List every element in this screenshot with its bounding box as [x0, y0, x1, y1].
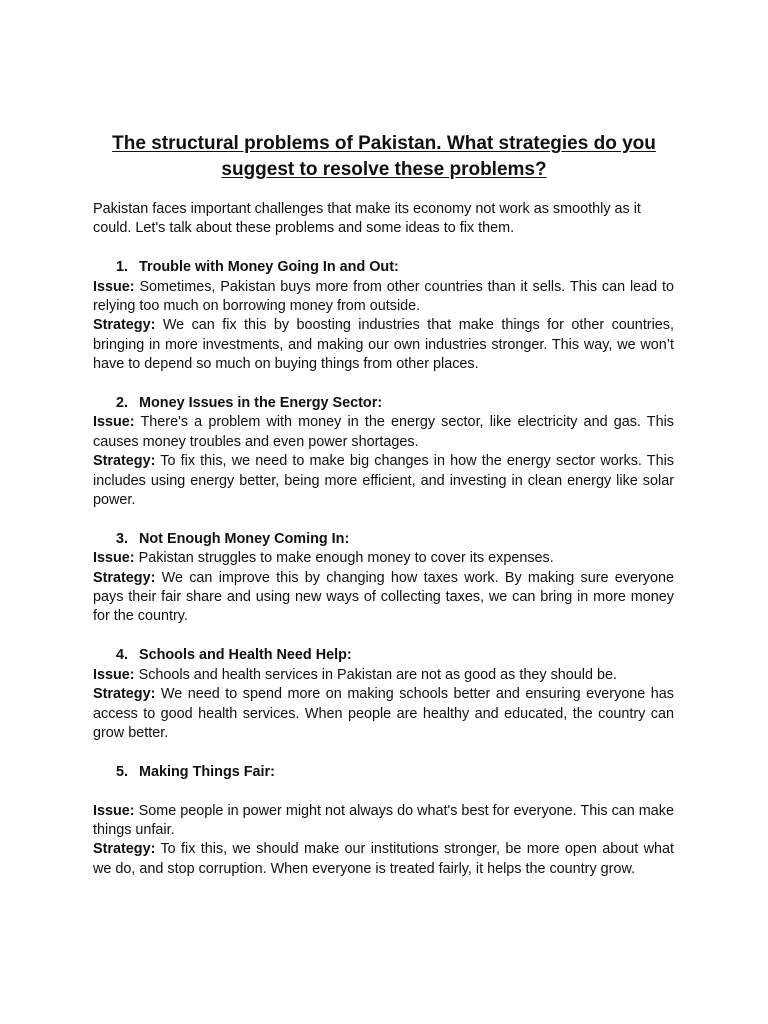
intro-paragraph: Pakistan faces important challenges that make its economy not work as smoothly as it could. Let's talk about these problems and some ideas to fix them. [93, 201, 641, 237]
section-heading [93, 530, 674, 549]
strategy-label: Strategy: [93, 317, 156, 334]
section-heading-text: Not Enough Money Coming In: [139, 530, 350, 547]
section-heading [93, 763, 674, 782]
issue-text: Sometimes, Pakistan buys more from other countries than it sells. This can lead to relying too much on borrowing money from outside. [93, 278, 674, 315]
page-title: The structural problems of Pakistan. What strategies do you suggest to resolve these problems? [112, 133, 656, 180]
strategy-text: We need to spend more on making schools better and ensuring everyone has access to good health services. When people are healthy and educated, the country can grow better. [93, 686, 674, 741]
issue-text: There's a problem with money in the energy sector, like electricity and gas. This causes money troubles and even power shortages. [93, 414, 674, 450]
strategy-paragraph [93, 840, 674, 879]
section-heading [93, 646, 674, 665]
strategy-label: Strategy: [93, 686, 156, 703]
section-3 [93, 530, 674, 627]
blank-line [93, 782, 674, 801]
strategy-text: We can improve this by changing how taxes work. By making sure everyone pays their fair share and using new ways of collecting taxes, we can bring in more money for the country. [93, 569, 675, 625]
strategy-paragraph [93, 452, 674, 510]
section-5 [93, 763, 674, 879]
strategy-text: To fix this, we need to make big changes in how the energy sector works. This includes using energy better, being more efficient, and investing in clean energy like solar power. [93, 453, 674, 509]
strategy-text: To fix this, we should make our institutions stronger, be more open about what we do, and stop corruption. When everyone is treated fairly, it helps the country grow. [93, 841, 674, 877]
section-2 [93, 394, 674, 510]
document-body [93, 200, 674, 899]
section-number: 4. [116, 647, 129, 664]
strategy-paragraph [93, 316, 674, 374]
section-heading-text: Money Issues in the Energy Sector: [139, 395, 383, 412]
section-4 [93, 646, 674, 743]
issue-label: Issue: [93, 550, 135, 567]
issue-text: Some people in power might not always do what's best for everyone. This can make things unfair. [93, 802, 674, 838]
section-1 [93, 258, 674, 374]
section-number: 2. [116, 395, 129, 412]
section-heading [93, 258, 674, 277]
issue-paragraph [93, 666, 674, 685]
strategy-label: Strategy: [93, 841, 156, 858]
section-number: 3. [116, 530, 129, 547]
issue-paragraph [93, 549, 674, 568]
strategy-paragraph [93, 685, 674, 743]
issue-paragraph [93, 413, 674, 452]
issue-label: Issue: [93, 666, 135, 683]
section-heading-text: Making Things Fair: [139, 763, 275, 780]
issue-label: Issue: [93, 802, 135, 819]
section-heading-text: Trouble with Money Going In and Out: [139, 259, 399, 276]
issue-label: Issue: [93, 414, 135, 431]
strategy-paragraph [93, 569, 674, 627]
issue-paragraph [93, 802, 674, 841]
section-heading-text: Schools and Health Need Help: [139, 647, 352, 664]
strategy-label: Strategy: [93, 453, 156, 470]
strategy-label: Strategy: [93, 569, 156, 586]
section-number: 1. [116, 259, 129, 276]
issue-text: Pakistan struggles to make enough money to cover its expenses. [138, 550, 554, 567]
section-heading [93, 394, 674, 413]
issue-paragraph [93, 278, 674, 317]
section-number: 5. [116, 763, 129, 780]
issue-label: Issue: [93, 278, 135, 295]
strategy-text: We can fix this by boosting industries that make things for other countries, bringing in more investments, and making our own industries stronger. This way, we won’t have to depend so much on buying things from other places. [93, 317, 674, 373]
issue-text: Schools and health services in Pakistan are not as good as they should be. [138, 666, 617, 683]
